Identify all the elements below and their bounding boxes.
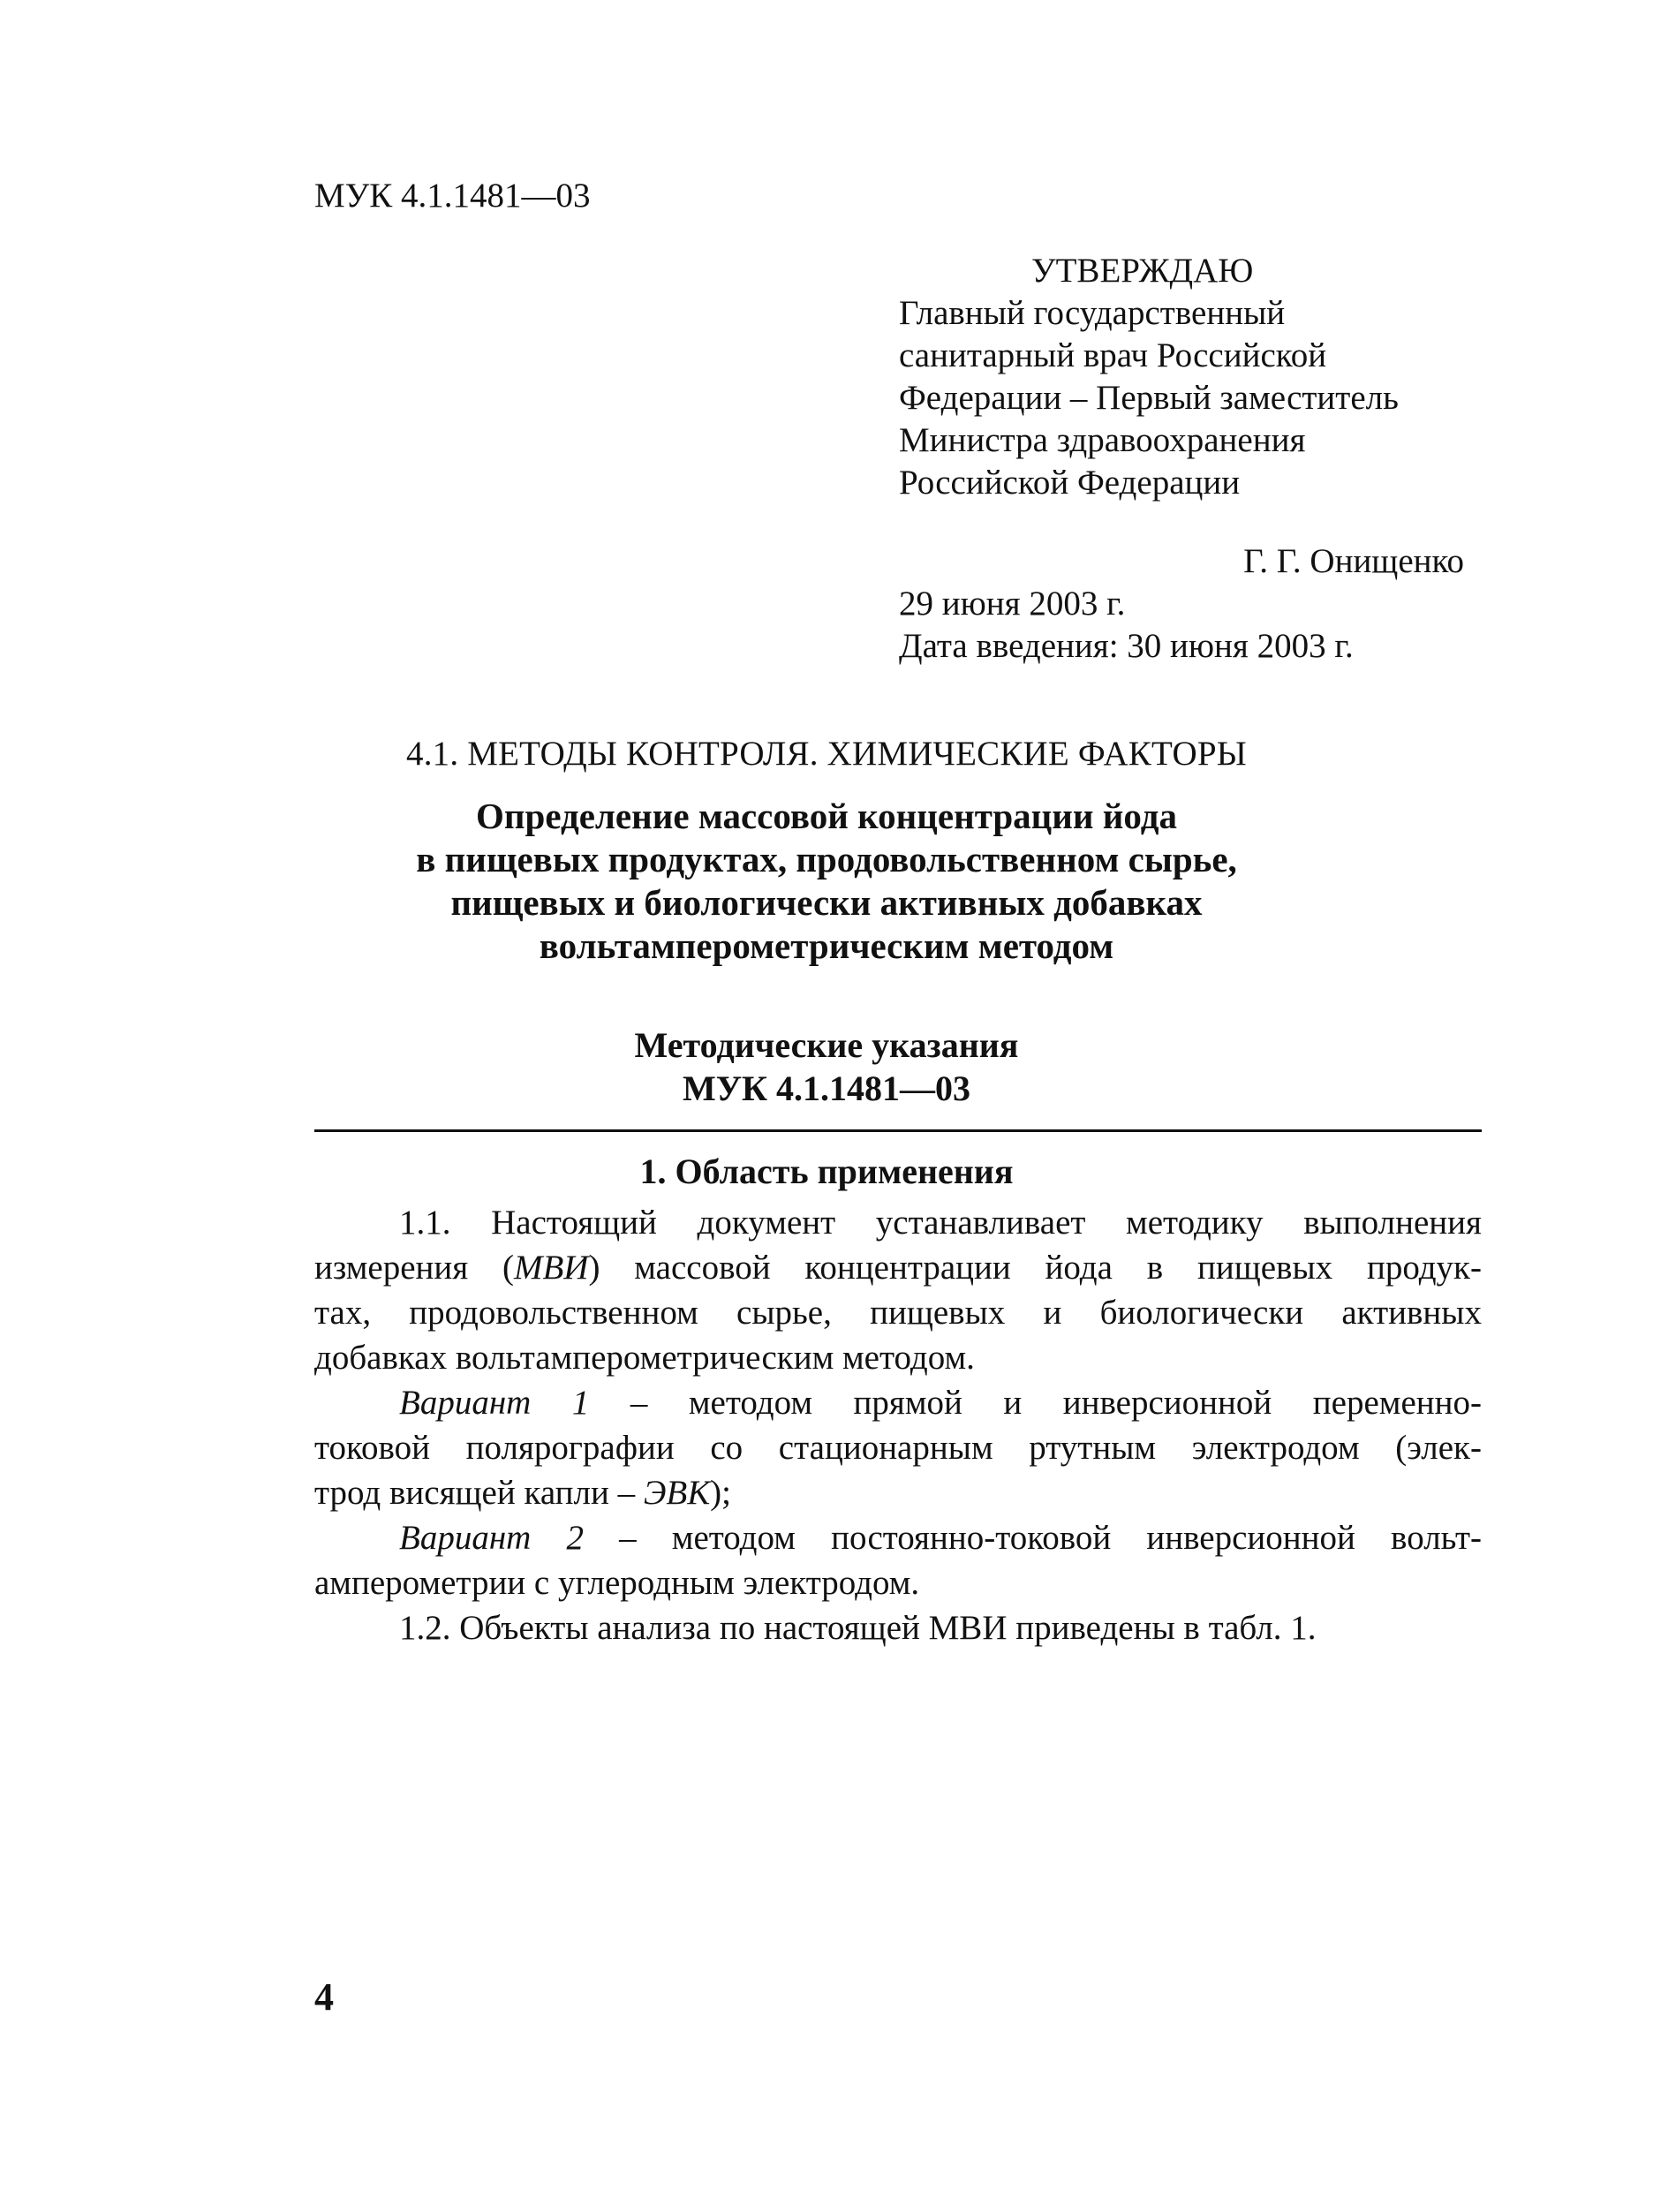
paragraph-line: токовой полярографии со стационарным ртутным электродом (элек- xyxy=(314,1429,1482,1467)
paragraph-line: 1.1. Настоящий документ устанавливает методику выполнения xyxy=(399,1204,1482,1242)
paragraph-line: трод висящей капли – ЭВК); xyxy=(314,1474,731,1512)
approval-position xyxy=(899,292,1399,504)
approval-line: Федерации – Первый заместитель xyxy=(899,379,1399,417)
approval-line: Главный государственный xyxy=(899,294,1286,332)
paragraph-line: Вариант 2 – методом постоянно-токовой инверсионной вольт- xyxy=(399,1519,1482,1557)
date-effective: Дата введения: 30 июня 2003 г. xyxy=(899,627,1354,665)
paragraph-line: измерения (МВИ) массовой концентрации йода в пищевых продук- xyxy=(314,1249,1482,1287)
document-subtitle xyxy=(0,1023,1653,1110)
approval-signer: Г. Г. Онищенко xyxy=(1243,542,1464,580)
subtitle-line: Методические указания xyxy=(634,1025,1019,1065)
document-code: МУК 4.1.1481—03 xyxy=(314,177,591,215)
section-code: 4.1. МЕТОДЫ КОНТРОЛЯ. ХИМИЧЕСКИЕ ФАКТОРЫ xyxy=(406,735,1247,773)
subtitle-line: МУК 4.1.1481—03 xyxy=(682,1068,971,1108)
section-body xyxy=(314,1200,1482,1650)
date-signed: 29 июня 2003 г. xyxy=(899,585,1126,623)
section-heading: 1. Область применения xyxy=(639,1151,1014,1191)
abbreviation: МВИ xyxy=(514,1249,589,1287)
page-number: 4 xyxy=(314,1975,334,2019)
title-line: пищевых и биологически активных добавках xyxy=(450,882,1203,923)
paragraph-line: 1.2. Объекты анализа по настоящей МВИ приведены в табл. 1. xyxy=(399,1609,1317,1647)
variant-label: Вариант 1 xyxy=(399,1384,590,1422)
approval-heading: УТВЕРЖДАЮ xyxy=(1031,252,1254,290)
title-line: Определение массовой концентрации йода xyxy=(476,796,1177,836)
approval-line: Министра здравоохранения xyxy=(899,421,1306,459)
approval-dates xyxy=(899,583,1354,668)
title-line: вольтамперометрическим методом xyxy=(539,925,1114,966)
approval-line: санитарный врач Российской xyxy=(899,336,1327,374)
abbreviation: ЭВК xyxy=(643,1474,711,1512)
document-title xyxy=(0,795,1653,968)
paragraph-line: Вариант 1 – методом прямой и инверсионной переменно- xyxy=(399,1384,1482,1422)
paragraph-line: добавках вольтамперометрическим методом. xyxy=(314,1339,975,1377)
paragraph-line: амперометрии с углеродным электродом. xyxy=(314,1564,920,1602)
variant-label: Вариант 2 xyxy=(399,1519,584,1557)
approval-line: Российской Федерации xyxy=(899,464,1241,502)
paragraph-line: тах, продовольственном сырье, пищевых и биологически активных xyxy=(314,1294,1482,1332)
horizontal-rule xyxy=(314,1129,1482,1132)
title-line: в пищевых продуктах, продовольственном сырье, xyxy=(416,839,1237,880)
